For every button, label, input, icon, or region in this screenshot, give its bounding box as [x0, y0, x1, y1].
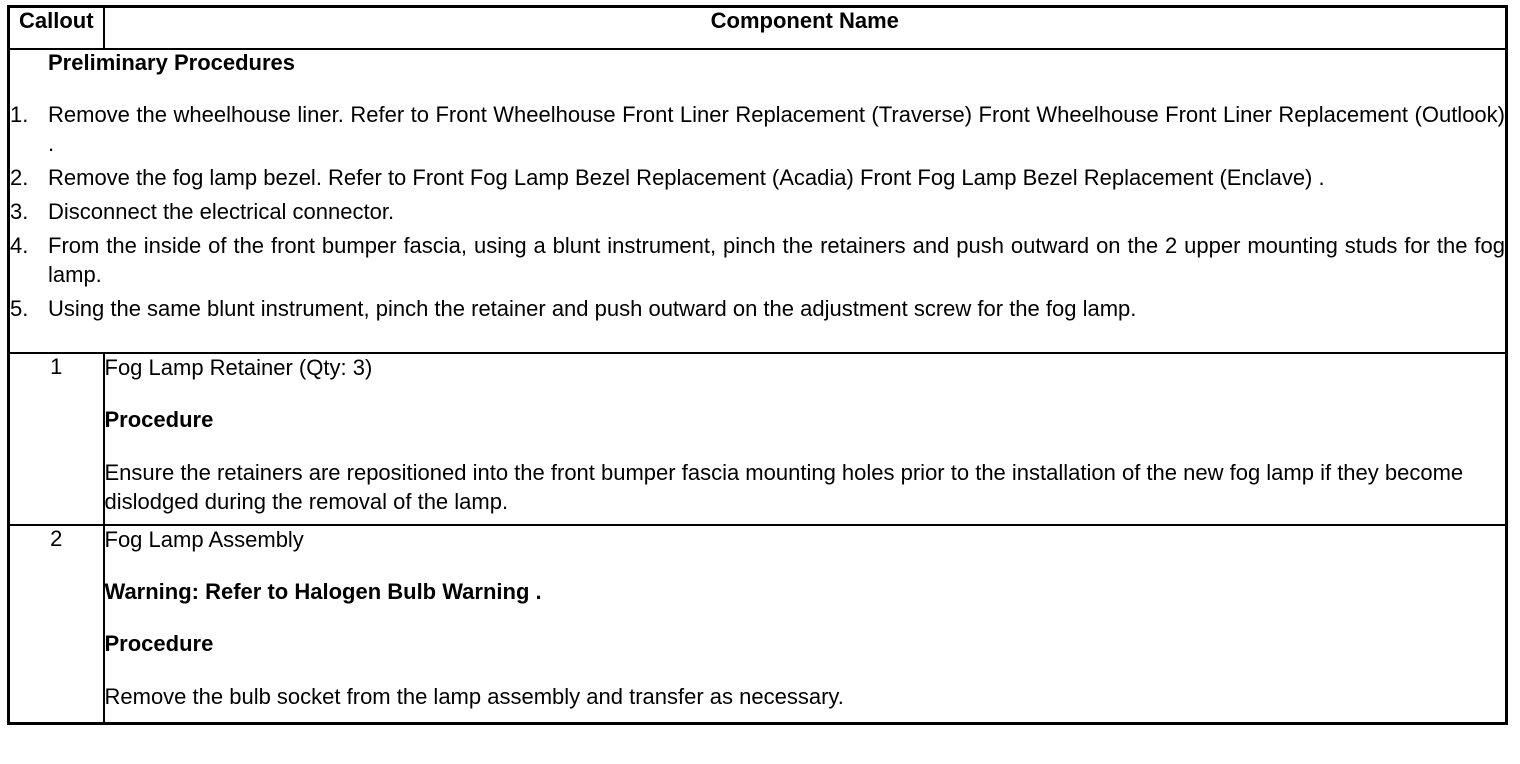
- callout-number: 1: [9, 353, 104, 525]
- step-item: [10, 163, 1505, 192]
- component-name-header: Component Name: [104, 7, 1507, 50]
- step-item: [10, 197, 1505, 226]
- procedure-label: Procedure: [104, 631, 214, 656]
- step-text: Using the same blunt instrument, pinch the retainer and push outward on the adjustment screw for the fog lamp.: [48, 296, 1137, 321]
- step-text: Remove the fog lamp bezel. Refer to Front Fog Lamp Bezel Replacement (Acadia) Front Fog Lamp Bezel Replacement (Enclave) .: [48, 165, 1325, 190]
- component-table: [7, 5, 1508, 725]
- procedure-text: Remove the bulb socket from the lamp assembly and transfer as necessary.: [104, 684, 844, 709]
- component-row: [9, 525, 1507, 724]
- callout-number: 2: [9, 525, 104, 724]
- step-text: From the inside of the front bumper fascia, using a blunt instrument, pinch the retainers and push outward on the 2 upper mounting studs for the fog lamp.: [48, 233, 1505, 287]
- component-row: [9, 353, 1507, 525]
- step-text: Disconnect the electrical connector.: [48, 199, 395, 224]
- table-header-row: [9, 7, 1507, 50]
- component-name: Fog Lamp Retainer (Qty: 3): [104, 355, 373, 380]
- step-number: 2.: [10, 165, 29, 190]
- step-item: [10, 100, 1505, 158]
- preliminary-steps: [10, 100, 1505, 323]
- step-number: 4.: [10, 233, 29, 258]
- component-cell: [104, 353, 1507, 525]
- preliminary-row: [9, 49, 1507, 353]
- warning-text: Warning: Refer to Halogen Bulb Warning .: [104, 579, 542, 604]
- procedure-text: Ensure the retainers are repositioned into the front bumper fascia mounting holes prior to the installation of the new fog lamp if they become dislodged during the removal of the lamp.: [104, 460, 1464, 514]
- step-number: 1.: [10, 102, 29, 127]
- step-item: [10, 231, 1505, 289]
- preliminary-title: Preliminary Procedures: [48, 50, 296, 75]
- callout-header: Callout: [9, 7, 104, 50]
- procedure-label: Procedure: [104, 407, 214, 432]
- preliminary-cell: [9, 49, 1507, 353]
- step-number: 5.: [10, 296, 29, 321]
- component-name: Fog Lamp Assembly: [104, 527, 304, 552]
- component-cell: [104, 525, 1507, 724]
- step-text: Remove the wheelhouse liner. Refer to Front Wheelhouse Front Liner Replacement (Traverse) Front Wheelhouse Front Liner Replacement (Outlook) .: [48, 102, 1505, 156]
- step-number: 3.: [10, 199, 29, 224]
- step-item: [10, 294, 1505, 323]
